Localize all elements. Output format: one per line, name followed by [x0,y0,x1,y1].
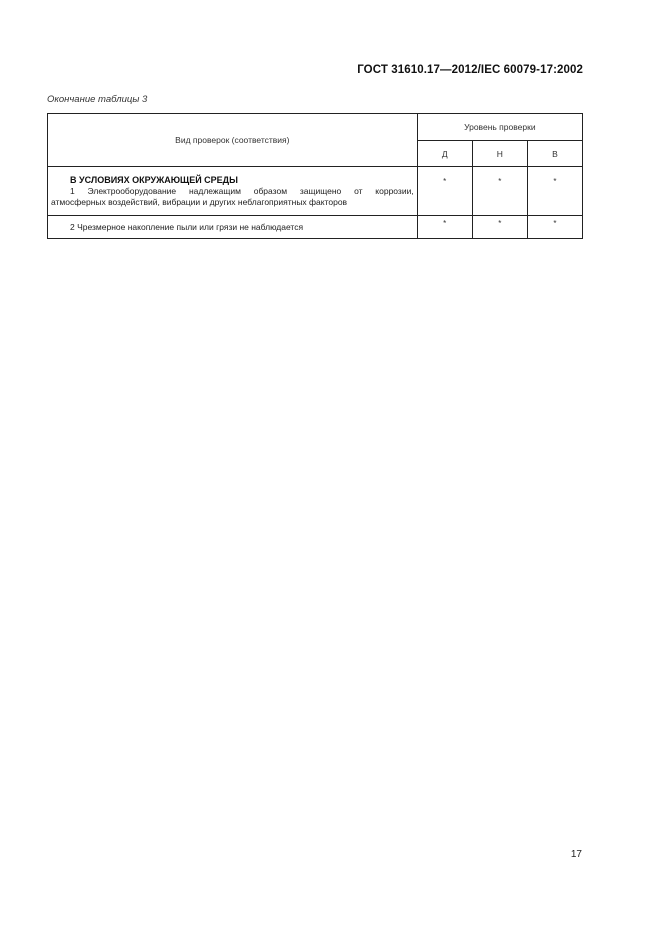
mark-d: * [417,216,472,239]
table-row [48,167,583,216]
item-text-line-2: атмосферных воздействий, вибрации и других неблагоприятных факторов [51,197,348,207]
mark-v: * [527,167,582,216]
table-row [48,216,583,239]
standard-code-header: ГОСТ 31610.17—2012/IEC 60079-17:2002 [357,64,583,76]
mark-v: * [527,216,582,239]
mark-n: * [472,167,527,216]
mark-n: * [472,216,527,239]
table-caption: Окончание таблицы 3 [47,94,148,105]
inspection-table [47,113,583,239]
section-title: В УСЛОВИЯХ ОКРУЖАЮЩЕЙ СРЕДЫ [70,175,238,185]
level-header-v: В [527,141,582,167]
item-text-line-1: 1 Электрооборудование надлежащим образом защищено от коррозии, [70,186,414,196]
inspection-item-dust: 2 Чрезмерное накопление пыли или грязи не наблюдается [48,216,418,239]
page-number: 17 [570,849,582,860]
level-header-n: Н [472,141,527,167]
table-header-row [48,114,583,141]
inspection-item-environment [48,167,418,216]
column-header-kind: Вид проверок (соответствия) [48,114,418,167]
mark-d: * [417,167,472,216]
column-header-level: Уровень проверки [417,114,582,141]
level-header-d: Д [417,141,472,167]
